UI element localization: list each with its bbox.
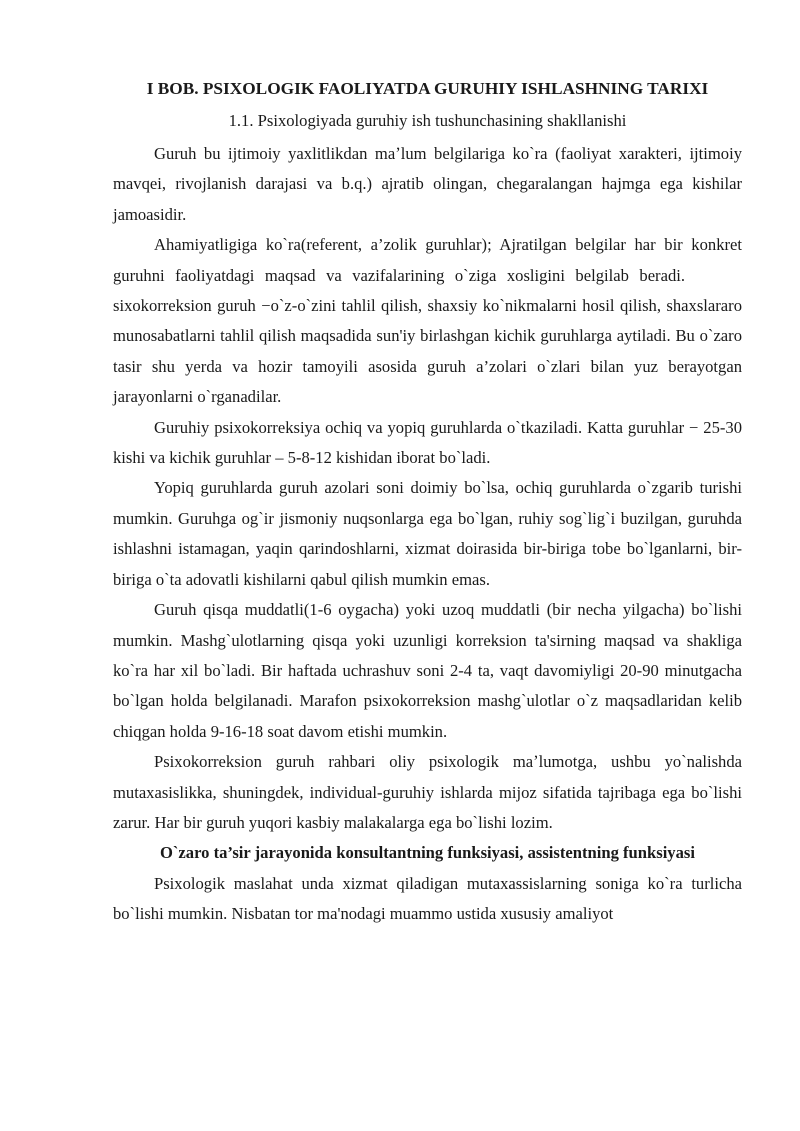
subheading-konsultant-funksiyasi: O`zaro ta’sir jarayonida konsultantning funksiyasi, assistentning funksiyasi (160, 843, 695, 863)
paragraph-sixokorreksion-text: sixokorreksion guruh −o`z-o`zini tahlil qilish, shaxsiy ko`nikmalarni hosil qilish, shaxslararo munosabatlarni tahlil qilish maqsadida sun'iy birlashgan kichik guruhlarga aytiladi. Bu o`zaro tasir shu yerda va hozir tamoyili asosida guruh a’zolari o`zlari bilan yuz berayotgan jarayonlarni o`rganadilar. (113, 296, 742, 407)
paragraph-guruh-muddati: Guruh qisqa muddatli(1-6 oygacha) yoki uzoq muddatli (bir necha yilgacha) bo`lishi mumkin. Mashg`ulotlarning qisqa yoki uzunligi korreksion ta'sirning maqsad va shakliga ko`ra har xil bo`ladi. Bir haftada uchrashuv soni 2-4 ta, vaqt davomiyligi 20-90 minutgacha bo`lgan holda belgilanadi. Marafon psixokorreksion mashg`ulotlar o`z maqsadlaridan kelib chiqgan holda 9-16-18 soat davom etishi mumkin. (113, 600, 742, 741)
paragraph-yopiq-guruhlar: Yopiq guruhlarda guruh azolari soni doimiy bo`lsa, ochiq guruhlarda o`zgarib turishi mumkin. Guruhga og`ir jismoniy nuqsonlarga ega bo`lgan, ruhiy sog`lig`i buzilgan, guruhda ishlashni istamagan, yaqin qarindoshlarni, xizmat doirasida bir-biriga tobe bo`lganlarni, bir-biriga o`ta adovatli kishilarni qabul qilish mumkin emas. (113, 478, 742, 589)
paragraph-guruh-rahbari: Psixokorreksion guruh rahbari oliy psixologik maʼlumotga, ushbu yo`nalishda mutaxasislikka, shuningdek, individual-guruhiy ishlarda mijoz sifatida tajribaga ega bo`lishi zarur. Har bir guruh yuqori kasbiy malakalarga ega bo`lishi lozim. (113, 752, 742, 832)
chapter-title: I BOB. PSIXOLOGIK FAOLIYATDA GURUHIY ISHLASHNING TARIXI (146, 79, 709, 98)
document-page (113, 70, 742, 930)
paragraph-guruhiy-psixokorreksiya: Guruhiy psixokorreksiya ochiq va yopiq guruhlarda o`tkaziladi. Katta guruhlar − 25-30 kishi va kichik guruhlar – 5-8-12 kishidan iborat bo`ladi. (113, 417, 742, 468)
paragraph-psixologik-maslahat: Psixologik maslahat unda xizmat qiladigan mutaxassislarning soniga ko`ra turlicha bo`lishi mumkin. Nisbatan tor ma'nodagi muammo ustida xususiy amaliyot (113, 873, 742, 924)
paragraph-ahamiyatligiga (113, 230, 742, 412)
paragraph-guruh-definition: Guruh bu ijtimoiy yaxlitlikdan maʼlum belgilariga ko`ra (faoliyat xarakteri, ijtimoiy mavqei, rivojlanish darajasi va b.q.) ajratib olingan, chegaralangan hajmga ega kishilar jamoasidir. (113, 144, 742, 224)
paragraph-ahamiyatligiga-text: Ahamiyatligiga ko`ra(referent, a’zolik guruhlar); Ajratilgan belgilar har bir konkret guruhni faoliyatdagi maqsad va vazifalarining o`ziga xosligini belgilab beradi. (113, 235, 742, 285)
section-title: 1.1. Psixologiyada guruhiy ish tushunchasining shakllanishi (228, 111, 627, 130)
